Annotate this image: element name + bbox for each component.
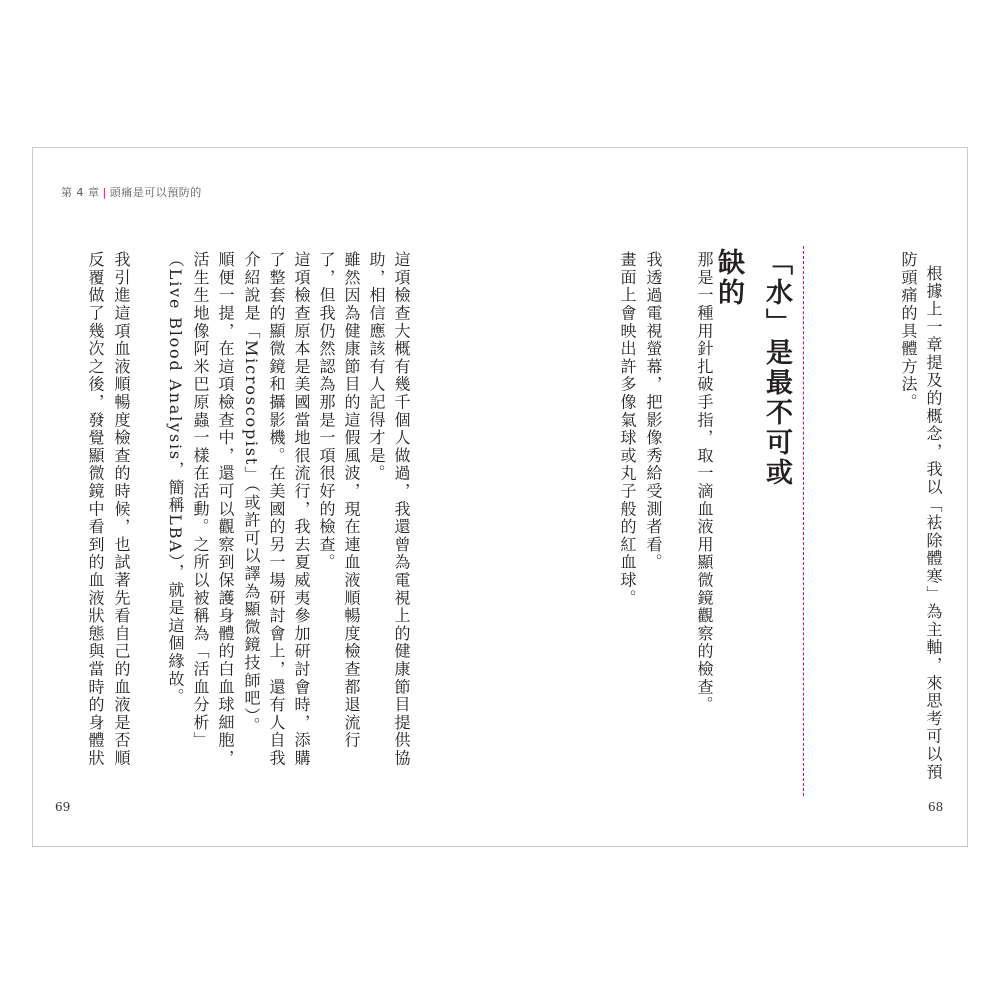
left-paragraph-3: 這項檢查原本是美國當地很流行，我去夏威夷參加研討會時，添購了整套的顯微鏡和攝影機。在美國的另一場研討會上，還有人自我介紹說是「Microscopist」（或許可以譯為顯微鏡技師吧）。 bbox=[242, 251, 311, 768]
left-paragraph-4: 順便一提，在這項檢查中，還可以觀察到保護身體的白血球細胞，活生生地像阿米巴原蟲一樣在活動。之所以被稱為「活血分析」（Live Blood Analysis，簡稱LBA），就是這個緣故。 bbox=[166, 251, 235, 768]
heading-dashed-rule bbox=[803, 246, 804, 796]
body-paragraph-2: 那是一種用針扎破手指，取一滴血液用顯微鏡觀察的檢查。 bbox=[695, 251, 714, 714]
page-number-left: 69 bbox=[55, 800, 71, 814]
intro-paragraph-2 bbox=[869, 251, 895, 781]
chapter-number: 第 4 章 bbox=[61, 186, 100, 199]
intro-text-1: 根據上一章提及的概念，我以「袪除體寒」為主軸，來思考可以預防頭痛的具體方法。 bbox=[899, 251, 943, 781]
page-number-right: 68 bbox=[928, 800, 944, 814]
running-head bbox=[61, 184, 202, 200]
section-heading: 「水」是最不可或缺的 bbox=[713, 248, 792, 488]
intro-paragraph-1 bbox=[896, 251, 971, 781]
body-paragraph-3: 我透過電視螢幕，把影像秀給受測者看。 bbox=[644, 251, 663, 572]
header-divider: | bbox=[102, 186, 107, 199]
left-paragraph-1: 這項檢查大概有幾千個人做過，我還曾為電視上的健康節目提供協助，相信應該有人記得才是。 bbox=[367, 251, 411, 768]
left-paragraph-2: 雖然因為健康節目的這假風波，現在連血液順暢度檢查都退流行了，但我仍然認為那是一項很好的檢查。 bbox=[317, 251, 361, 750]
left-paragraph-5: 我引進這項血液順暢度檢查的時候，也試著先看自己的血液是否順 bbox=[112, 251, 131, 768]
body-paragraph-1 bbox=[717, 251, 743, 781]
body-paragraph-4: 畫面上會映出許多像氣球或丸子般的紅血球。 bbox=[618, 251, 637, 607]
left-paragraph-7 bbox=[56, 251, 82, 781]
chapter-title: 頭痛是可以預防的 bbox=[109, 186, 202, 199]
left-paragraph-6: 反覆做了幾次之後，發覺顯微鏡中看到的血液狀態與當時的身體狀 bbox=[86, 251, 105, 768]
